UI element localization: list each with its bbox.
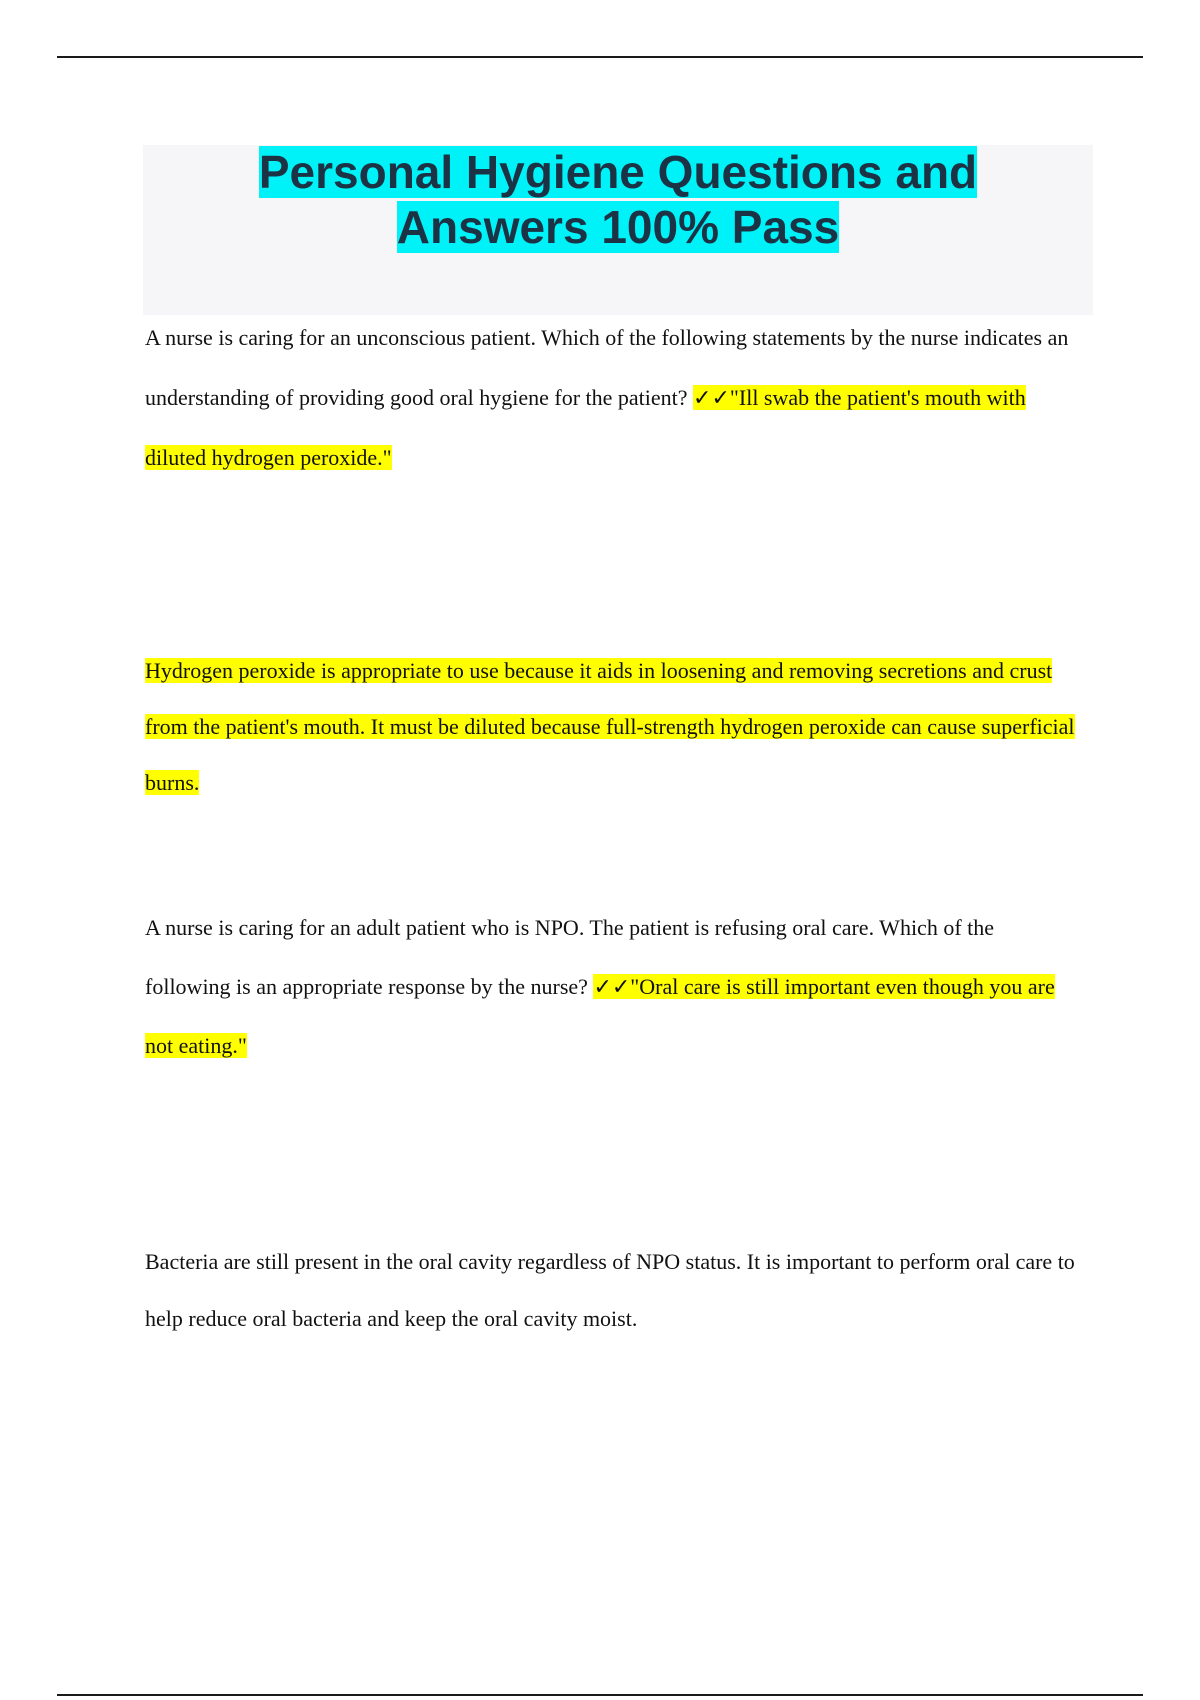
- question-1: [145, 308, 1085, 488]
- rationale-2-text: Bacteria are still present in the oral cavity regardless of NPO status. It is important to perform oral care to help reduce oral bacteria and keep the oral cavity moist.: [145, 1249, 1075, 1331]
- answer-2: ✓✓"Oral care is still important even though you are not eating.": [145, 974, 1055, 1058]
- bottom-rule: [57, 1694, 1143, 1696]
- question-1-text: A nurse is caring for an unconscious patient. Which of the following statements by the nurse indicates an understanding of providing good oral hygiene for the patient?: [145, 325, 1069, 410]
- title-line-1: Personal Hygiene Questions and: [258, 146, 978, 198]
- question-2: [145, 898, 1085, 1075]
- title-line-2: Answers 100% Pass: [396, 201, 840, 253]
- rationale-1-text: Hydrogen peroxide is appropriate to use because it aids in loosening and removing secretions and crust from the patient's mouth. It must be diluted because full-strength hydrogen peroxide can cause superficial burns.: [145, 658, 1075, 795]
- answer-1: ✓✓"Ill swab the patient's mouth with diluted hydrogen peroxide.": [145, 385, 1026, 470]
- document-title: [143, 145, 1093, 255]
- top-rule: [57, 56, 1143, 58]
- question-2-text: A nurse is caring for an adult patient who is NPO. The patient is refusing oral care. Which of the following is an appropriate response by the nurse?: [145, 915, 995, 999]
- rationale-2: [145, 1233, 1085, 1347]
- rationale-1: [145, 643, 1085, 811]
